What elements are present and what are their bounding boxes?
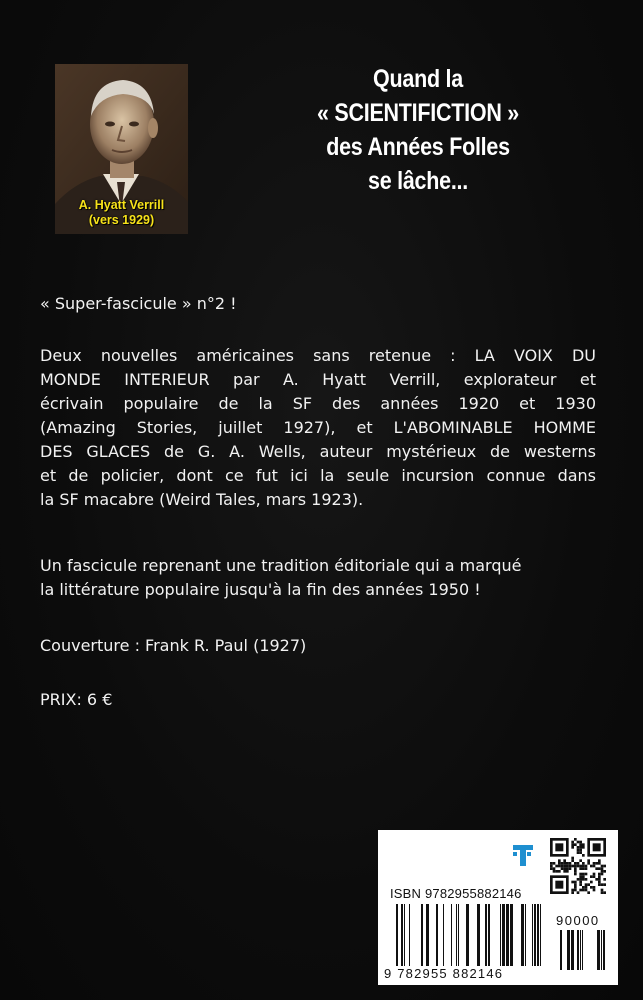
description-line: la SF macabre (Weird Tales, mars 1923). <box>40 490 364 509</box>
super-fascicule-label: « Super-fascicule » n°2 ! <box>40 294 237 313</box>
tradition-line: la littérature populaire jusqu'à la fin des années 1950 ! <box>40 580 481 599</box>
qr-code-icon <box>550 838 606 894</box>
portrait-caption-name: A. Hyatt Verrill <box>78 198 165 212</box>
addon-number: 90000 <box>556 913 600 928</box>
ean-number: 9 782955 882146 <box>384 966 504 981</box>
description-line: écrivain populaire de la SF des années 1920 et 1930 <box>40 394 596 413</box>
description-line: DES GLACES de G. A. Wells, auteur mystérieux de westerns <box>40 442 596 461</box>
description-line: MONDE INTERIEUR par A. Hyatt Verrill, explorateur et <box>40 370 596 389</box>
addon-barcode <box>560 930 606 970</box>
author-portrait <box>55 64 188 234</box>
portrait-caption-date: (vers 1929) <box>88 213 155 227</box>
ean-barcode <box>396 904 548 966</box>
isbn-label: ISBN 9782955882146 <box>390 886 522 901</box>
tagline-line: se lâche... <box>368 167 468 195</box>
tagline-line: « SCIENTIFICTION » <box>316 99 520 127</box>
barcode-panel <box>378 830 618 985</box>
tagline-line: des Années Folles <box>326 133 510 161</box>
tradition-paragraph <box>40 554 596 602</box>
description-paragraph <box>40 344 596 512</box>
description-line: (Amazing Stories, juillet 1927), et L'ABOMINABLE HOMME <box>40 418 596 437</box>
tagline-line: Quand la <box>373 65 463 93</box>
cover-credit: Couverture : Frank R. Paul (1927) <box>40 636 307 655</box>
price: PRIX: 6 € <box>40 690 113 709</box>
portrait-caption <box>55 198 188 228</box>
tradition-line: Un fascicule reprenant une tradition éditoriale qui a marqué <box>40 556 522 575</box>
publisher-logo-icon <box>511 842 537 868</box>
tagline <box>302 62 534 198</box>
description-line: et de policier, dont ce fut ici la seule incursion connue dans <box>40 466 596 485</box>
description-line: Deux nouvelles américaines sans retenue : LA VOIX DU <box>40 346 596 365</box>
